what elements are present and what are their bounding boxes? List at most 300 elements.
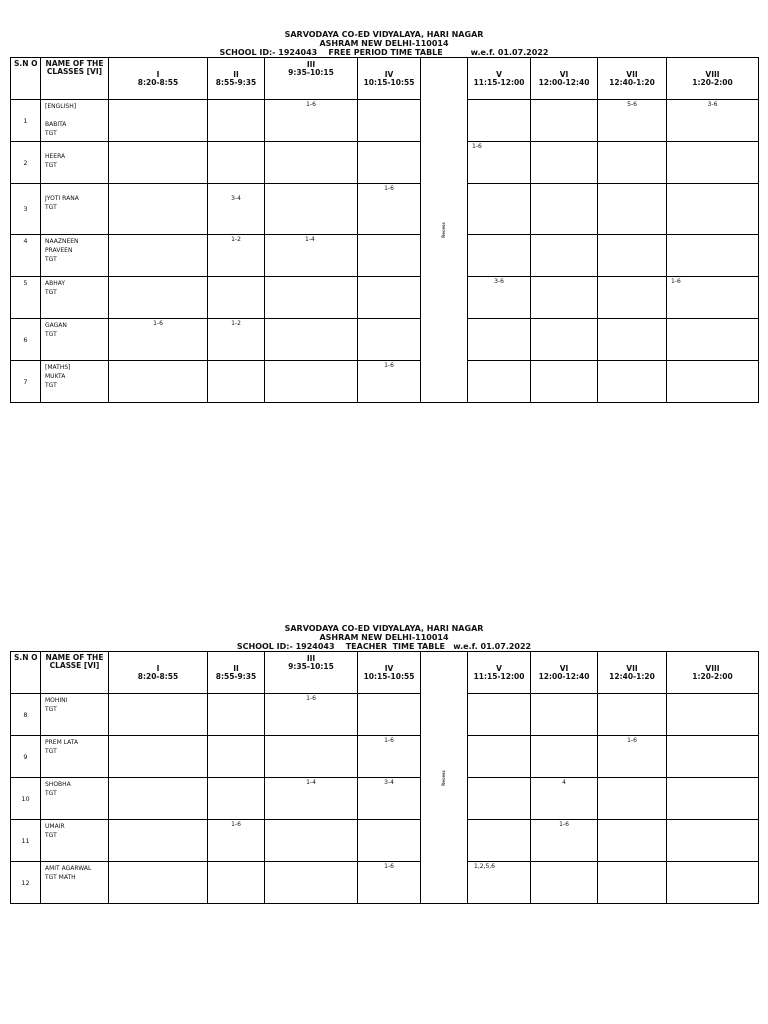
period-header-3 (265, 652, 358, 694)
period-cell (667, 142, 759, 184)
row-number: 2 (11, 142, 41, 184)
class-range (468, 778, 530, 779)
row-number: 10 (11, 778, 41, 820)
period-cell (265, 778, 358, 820)
class-range (667, 319, 758, 320)
table-row (11, 862, 759, 904)
period-cell (598, 862, 667, 904)
period-cell (468, 361, 531, 403)
period-cell (468, 736, 531, 778)
class-range (598, 862, 666, 863)
period-header-2 (208, 58, 265, 100)
period-header-1 (109, 58, 208, 100)
name-line: TGT (45, 331, 57, 338)
period-num: II (233, 663, 239, 673)
class-range (109, 277, 207, 278)
period-cell (109, 319, 208, 361)
period-num: VIII (705, 663, 720, 673)
class-range: 1-6 (559, 821, 569, 828)
period-cell (598, 184, 667, 235)
class-range (598, 820, 666, 821)
period-cell (265, 736, 358, 778)
class-range (667, 142, 758, 143)
class-range (468, 184, 530, 185)
period-cell (598, 277, 667, 319)
class-range (598, 184, 666, 185)
class-range (109, 361, 207, 362)
class-range (265, 277, 357, 278)
period-cell (265, 319, 358, 361)
period-cell (531, 736, 598, 778)
teacher-timetable (10, 624, 758, 904)
period-header-1 (109, 652, 208, 694)
class-range (667, 736, 758, 737)
period-cell (358, 694, 421, 736)
class-range (468, 694, 530, 695)
class-range (208, 142, 264, 143)
name-line: TGT (45, 832, 57, 839)
period-cell (208, 778, 265, 820)
period-time: 11:15-12:00 (473, 77, 525, 87)
recess-column (421, 652, 468, 904)
name-line: HEERA (45, 153, 66, 160)
period-cell (531, 100, 598, 142)
name-line: PREM LATA (45, 739, 79, 746)
period-cell (531, 235, 598, 277)
class-range (358, 142, 420, 143)
row-number: 8 (11, 694, 41, 736)
class-range (598, 319, 666, 320)
period-cell (265, 235, 358, 277)
period-cell (109, 862, 208, 904)
name-header: NAME OF THE CLASSE [VI] (41, 652, 109, 694)
period-cell (531, 820, 598, 862)
period-num: I (156, 663, 160, 673)
teacher-name (41, 736, 109, 778)
period-cell (531, 319, 598, 361)
class-range (667, 862, 758, 863)
period-cell (358, 235, 421, 277)
class-range: 1-6 (472, 143, 482, 150)
class-range: 1-6 (153, 320, 163, 327)
name-line: TGT (45, 130, 57, 137)
period-num: IV (384, 69, 394, 79)
period-cell (265, 277, 358, 319)
period-time: 10:15-10:55 (363, 77, 415, 87)
period-time: 11:15-12:00 (473, 671, 525, 681)
class-range (598, 235, 666, 236)
class-range (598, 778, 666, 779)
period-num: III (306, 654, 316, 663)
class-range (667, 820, 758, 821)
class-range (598, 694, 666, 695)
name-line: TGT (45, 382, 57, 389)
teacher-name (41, 319, 109, 361)
class-range (109, 694, 207, 695)
class-range (265, 184, 357, 185)
period-cell (208, 184, 265, 235)
period-cell (109, 820, 208, 862)
class-range (109, 778, 207, 779)
row-number: 3 (11, 184, 41, 235)
period-cell (598, 778, 667, 820)
period-cell (667, 100, 759, 142)
period-cell (208, 142, 265, 184)
period-header-4 (358, 58, 421, 100)
teacher-name (41, 778, 109, 820)
period-cell (598, 142, 667, 184)
name-line: TGT (45, 706, 57, 713)
period-cell (468, 235, 531, 277)
class-range (208, 694, 264, 695)
period-num: VI (559, 663, 569, 673)
class-range: 1-6 (231, 821, 241, 828)
period-header-2 (208, 652, 265, 694)
recess-label: Recess (441, 222, 446, 238)
table-row (11, 319, 759, 361)
class-range (109, 100, 207, 101)
period-time: 1:20-2:00 (692, 77, 733, 87)
period-time: 10:15-10:55 (363, 671, 415, 681)
name-line: TGT (45, 256, 57, 263)
period-cell (265, 862, 358, 904)
class-range: 1-6 (306, 695, 316, 702)
name-line: BABITA (45, 121, 67, 128)
period-cell (468, 820, 531, 862)
class-range (531, 277, 597, 278)
period-cell (265, 694, 358, 736)
class-range (667, 184, 758, 185)
period-cell (358, 361, 421, 403)
period-header-6 (531, 58, 598, 100)
class-range (531, 100, 597, 101)
row-number: 9 (11, 736, 41, 778)
period-cell (667, 736, 759, 778)
period-cell (109, 277, 208, 319)
period-header-7 (598, 58, 667, 100)
period-num: V (496, 69, 502, 79)
teacher-name (41, 142, 109, 184)
table-row (11, 100, 759, 142)
period-cell (208, 319, 265, 361)
period-time: 8:55-9:35 (215, 671, 257, 681)
period-cell (598, 694, 667, 736)
period-time: 9:35-10:15 (288, 68, 334, 77)
table-row (11, 277, 759, 319)
class-range (109, 142, 207, 143)
period-cell (265, 142, 358, 184)
period-cell (468, 694, 531, 736)
period-cell (531, 184, 598, 235)
name-line: PRAVEEN (45, 247, 73, 254)
school-header (10, 30, 758, 57)
class-range (265, 142, 357, 143)
period-cell (468, 184, 531, 235)
period-cell (468, 862, 531, 904)
name-line: TGT MATH (45, 874, 76, 881)
class-range (208, 100, 264, 101)
class-range (109, 862, 207, 863)
class-range: 1-6 (384, 185, 394, 192)
class-range: 3-4 (231, 195, 241, 202)
class-range (667, 361, 758, 362)
class-range: 1-6 (384, 362, 394, 369)
period-cell (468, 319, 531, 361)
class-range (265, 820, 357, 821)
teacher-name (41, 277, 109, 319)
period-cell (109, 778, 208, 820)
period-time: 9:35-10:15 (288, 662, 334, 671)
table-row (11, 694, 759, 736)
class-range (109, 184, 207, 185)
teacher-name (41, 820, 109, 862)
period-cell (208, 736, 265, 778)
period-cell (468, 778, 531, 820)
row-number: 5 (11, 277, 41, 319)
class-range: 1-6 (671, 278, 681, 285)
period-header-6 (531, 652, 598, 694)
period-cell (358, 277, 421, 319)
period-time: 1:20-2:00 (692, 671, 733, 681)
period-cell (358, 736, 421, 778)
name-line: TGT (45, 289, 57, 296)
class-range: 1-6 (384, 863, 394, 870)
teacher-name (41, 361, 109, 403)
class-range (358, 277, 420, 278)
name-line (45, 111, 108, 120)
class-range (468, 361, 530, 362)
name-line: SHOBHA (45, 781, 71, 788)
row-number: 11 (11, 820, 41, 862)
class-range (468, 100, 530, 101)
class-range (358, 100, 420, 101)
period-header-5 (468, 58, 531, 100)
period-cell (358, 184, 421, 235)
name-line: AMIT AGARWAL (45, 865, 92, 872)
class-range (265, 319, 357, 320)
school-header (10, 624, 758, 651)
period-cell (667, 361, 759, 403)
class-range (531, 862, 597, 863)
period-cell (468, 277, 531, 319)
period-num: IV (384, 663, 394, 673)
teacher-name (41, 184, 109, 235)
period-cell (468, 142, 531, 184)
class-range: 1-4 (306, 779, 316, 786)
class-range (358, 235, 420, 236)
period-cell (265, 100, 358, 142)
school-address: ASHRAM NEW DELHI-110014 (319, 39, 449, 48)
class-range (358, 694, 420, 695)
name-line: UMAIR (45, 823, 65, 830)
period-num: III (306, 60, 316, 69)
row-number: 6 (11, 319, 41, 361)
table-row (11, 142, 759, 184)
class-range: 1,2,5,6 (474, 863, 495, 870)
period-cell (667, 862, 759, 904)
class-range (265, 736, 357, 737)
class-range (468, 820, 530, 821)
class-range (208, 778, 264, 779)
period-time: 8:20-8:55 (137, 671, 179, 681)
class-range (109, 820, 207, 821)
row-number: 4 (11, 235, 41, 277)
period-header-8 (667, 58, 759, 100)
class-range (598, 361, 666, 362)
table-row (11, 235, 759, 277)
period-time: 8:55-9:35 (215, 77, 257, 87)
period-cell (208, 361, 265, 403)
period-cell (109, 100, 208, 142)
period-cell (598, 736, 667, 778)
class-range: 1-6 (306, 101, 316, 108)
table-title: SCHOOL ID:- 1924043 TEACHER TIME TABLE w.e.f. 01.07.2022 (236, 642, 532, 651)
class-range: 1-2 (231, 236, 241, 243)
class-range (667, 778, 758, 779)
period-cell (598, 361, 667, 403)
period-cell (109, 235, 208, 277)
teacher-name (41, 694, 109, 736)
period-cell (208, 862, 265, 904)
class-range (208, 736, 264, 737)
name-line: GAGAN (45, 322, 67, 329)
period-cell (468, 100, 531, 142)
period-time: 8:20-8:55 (137, 77, 179, 87)
period-cell (208, 277, 265, 319)
period-cell (109, 142, 208, 184)
name-line: JYOTI RANA (45, 195, 79, 202)
period-cell (667, 319, 759, 361)
class-range (208, 277, 264, 278)
table-row (11, 184, 759, 235)
period-cell (667, 277, 759, 319)
name-line: TGT (45, 748, 57, 755)
name-line: MOHINI (45, 697, 68, 704)
class-range (531, 235, 597, 236)
row-number: 7 (11, 361, 41, 403)
class-range (468, 319, 530, 320)
class-range (358, 319, 420, 320)
row-number: 12 (11, 862, 41, 904)
name-line: [ENGLISH] (45, 103, 77, 110)
class-range: 3-6 (494, 278, 504, 285)
period-num: V (496, 663, 502, 673)
period-cell (531, 694, 598, 736)
class-range: 1-6 (627, 737, 637, 744)
period-cell (265, 820, 358, 862)
sno-header: S.N O (11, 652, 41, 694)
period-time: 12:40-1:20 (609, 77, 655, 87)
period-cell (358, 100, 421, 142)
teacher-name (41, 100, 109, 142)
row-number: 1 (11, 100, 41, 142)
period-cell (208, 100, 265, 142)
period-num: VII (626, 663, 638, 673)
period-cell (265, 361, 358, 403)
class-range (358, 820, 420, 821)
class-range: 5-6 (627, 101, 637, 108)
teacher-name (41, 235, 109, 277)
class-range (531, 142, 597, 143)
period-cell (208, 694, 265, 736)
period-time: 12:00-12:40 (538, 77, 590, 87)
period-cell (109, 694, 208, 736)
name-line: ABHAY (45, 280, 66, 287)
class-range: 3-4 (384, 779, 394, 786)
period-header-3 (265, 58, 358, 100)
table-row (11, 820, 759, 862)
class-range (667, 694, 758, 695)
period-cell (598, 235, 667, 277)
class-range (531, 736, 597, 737)
class-range (667, 235, 758, 236)
period-cell (531, 862, 598, 904)
period-time: 12:00-12:40 (538, 671, 590, 681)
class-range (208, 361, 264, 362)
period-num: VII (626, 69, 638, 79)
class-range (468, 736, 530, 737)
period-cell (667, 184, 759, 235)
period-cell (358, 820, 421, 862)
period-num: I (156, 69, 160, 79)
class-range (109, 736, 207, 737)
name-line: TGT (45, 790, 57, 797)
period-cell (531, 778, 598, 820)
class-range (208, 862, 264, 863)
period-cell (667, 235, 759, 277)
name-line: [MATHS] (45, 364, 71, 371)
period-cell (598, 100, 667, 142)
period-cell (358, 142, 421, 184)
class-range (598, 142, 666, 143)
table-row (11, 778, 759, 820)
class-range (468, 235, 530, 236)
sno-header: S.N O (11, 58, 41, 100)
period-cell (667, 778, 759, 820)
period-cell (358, 778, 421, 820)
header-row (11, 652, 759, 694)
period-num: VIII (705, 69, 720, 79)
name-line: MUKTA (45, 373, 66, 380)
timetable-grid (10, 57, 759, 403)
period-cell (208, 820, 265, 862)
period-cell (265, 184, 358, 235)
name-line: TGT (45, 204, 57, 211)
class-range (531, 694, 597, 695)
period-header-8 (667, 652, 759, 694)
class-range: 1-2 (231, 320, 241, 327)
period-header-4 (358, 652, 421, 694)
table-row (11, 736, 759, 778)
period-cell (109, 361, 208, 403)
period-cell (358, 319, 421, 361)
name-header: NAME OF THE CLASSES [VI] (41, 58, 109, 100)
period-header-7 (598, 652, 667, 694)
timetable-grid (10, 651, 759, 904)
period-cell (109, 184, 208, 235)
teacher-name (41, 862, 109, 904)
header-row (11, 58, 759, 100)
class-range (598, 277, 666, 278)
class-range (531, 361, 597, 362)
name-line: NAAZNEEN (45, 238, 79, 245)
period-header-5 (468, 652, 531, 694)
class-range: 3-6 (707, 101, 718, 108)
class-range (531, 184, 597, 185)
school-address: ASHRAM NEW DELHI-110014 (319, 633, 449, 642)
period-cell (358, 862, 421, 904)
recess-label: Recess (441, 769, 446, 786)
